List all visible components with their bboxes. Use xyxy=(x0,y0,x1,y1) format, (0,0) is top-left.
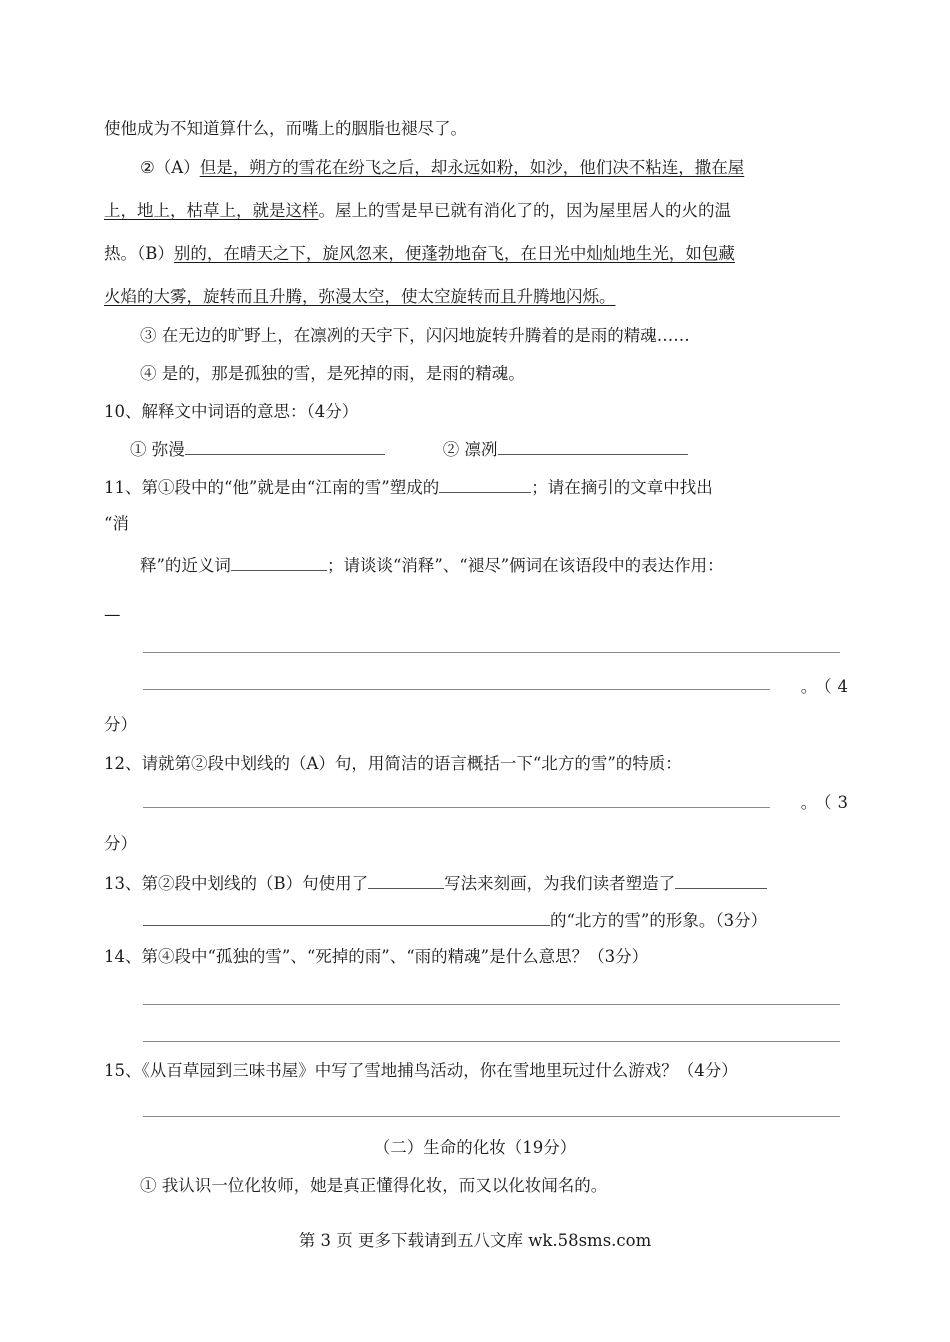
q12-points: 分） xyxy=(104,834,137,853)
q13-answer-blank-2[interactable] xyxy=(675,871,767,889)
q11-answer-line-1[interactable] xyxy=(143,652,840,653)
passage-paragraph-2-line-2 xyxy=(104,200,849,222)
q11-dash: — xyxy=(104,605,121,624)
question-14: 14、第④段中“孤独的雪”、“死掉的雨”、“雨的精魂”是什么意思？（3分） xyxy=(104,947,649,966)
underlined-sentence-a-part-2: 上，地上，枯草上，就是这样 xyxy=(104,201,319,220)
underlined-sentence-b-part-2: 火焰的大雾，旋转而且升腾，弥漫太空，使太空旋转而且升腾地闪烁。 xyxy=(104,287,616,306)
q11-text-4: ；请谈谈“消释”、“褪尽”俩词在该语段中的表达作用： xyxy=(326,556,724,575)
question-12: 12、请就第②段中划线的（A）句，用简洁的语言概括一下“北方的雪”的特质： xyxy=(104,754,682,773)
q14-answer-line-1[interactable] xyxy=(143,1004,840,1005)
underlined-sentence-a-part-1: 但是，朔方的雪花在纷飞之后，却永远如粉，如沙，他们决不粘连，撒在屋 xyxy=(199,158,745,177)
question-10: 10、解释文中词语的意思：（4分） xyxy=(104,402,359,421)
q13-answer-blank-3[interactable] xyxy=(143,908,550,926)
paragraph-2-plain-text-2: 热。（B） xyxy=(104,244,174,263)
q10-answer-blank-2[interactable] xyxy=(498,437,688,455)
underlined-sentence-b-part-1: 别的，在晴天之下，旋风忽来，便蓬勃地奋飞，在日光中灿灿地生光，如包藏 xyxy=(173,244,735,263)
q12-answer-line[interactable] xyxy=(143,807,770,808)
q12-end: 。（3 xyxy=(800,793,854,812)
q11-points: 分） xyxy=(104,715,137,734)
q11-answer-line-2[interactable] xyxy=(143,689,770,690)
q10-answer-blank-1[interactable] xyxy=(185,437,385,455)
section-2-title: （二）生命的化妆（19分） xyxy=(373,1138,577,1157)
q11-quote-open: “消 xyxy=(104,514,129,533)
q13-text-3: 的“北方的雪”的形象。（3分） xyxy=(550,911,768,930)
q13-answer-blank-1[interactable] xyxy=(368,871,444,889)
passage-paragraph-2-line-4 xyxy=(104,286,849,308)
passage-paragraph-1-tail: 使他成为不知道算什么，而嘴上的胭脂也褪尽了。 xyxy=(104,119,467,138)
q11-end: 。（4 xyxy=(800,677,854,696)
question-11-line-1 xyxy=(104,475,849,499)
q11-answer-blank-1[interactable] xyxy=(439,475,531,493)
q10-term-1: ① 弥漫 xyxy=(130,440,185,459)
q15-answer-line[interactable] xyxy=(143,1116,840,1117)
q13-text-2: 写法来刻画，为我们读者塑造了 xyxy=(444,874,676,893)
section-2-paragraph-1: ① 我认识一位化妆师，她是真正懂得化妆，而又以化妆闻名的。 xyxy=(140,1176,608,1195)
q13-text-1: 13、第②段中划线的（B）句使用了 xyxy=(104,874,369,893)
q10-term-2: ② 凛冽 xyxy=(442,440,498,459)
question-15: 15、《从百草园到三味书屋》中写了雪地捕鸟活动，你在雪地里玩过什么游戏？（4分） xyxy=(104,1061,738,1080)
question-11-line-3 xyxy=(140,553,885,577)
paragraph-2-plain-text: 。屋上的雪是早已就有消化了的，因为屋里居人的火的温 xyxy=(318,201,731,220)
q11-text-3: 释”的近义词 xyxy=(140,556,231,575)
passage-paragraph-3: ③ 在无边的旷野上，在凛冽的天宇下，闪闪地旋转升腾着的是雨的精魂…… xyxy=(140,326,690,345)
q11-text-2: ；请在摘引的文章中找出 xyxy=(531,478,713,497)
q11-text-1: 11、第①段中的“他”就是由“江南的雪”塑成的 xyxy=(104,478,440,497)
question-13-line-2 xyxy=(143,908,888,932)
paragraph-2-number: ②（A） xyxy=(140,158,200,177)
q14-answer-line-2[interactable] xyxy=(143,1041,840,1042)
passage-paragraph-4: ④ 是的，那是孤独的雪，是死掉的雨，是雨的精魂。 xyxy=(140,364,525,383)
q11-answer-blank-2[interactable] xyxy=(231,553,327,571)
passage-paragraph-2-line-3 xyxy=(104,243,849,265)
page-footer: 第 3 页 更多下载请到五八文库 wk.58sms.com xyxy=(298,1231,652,1250)
question-13-line-1 xyxy=(104,871,849,895)
question-10-answers xyxy=(130,437,875,461)
passage-paragraph-2-line-1 xyxy=(140,157,885,179)
